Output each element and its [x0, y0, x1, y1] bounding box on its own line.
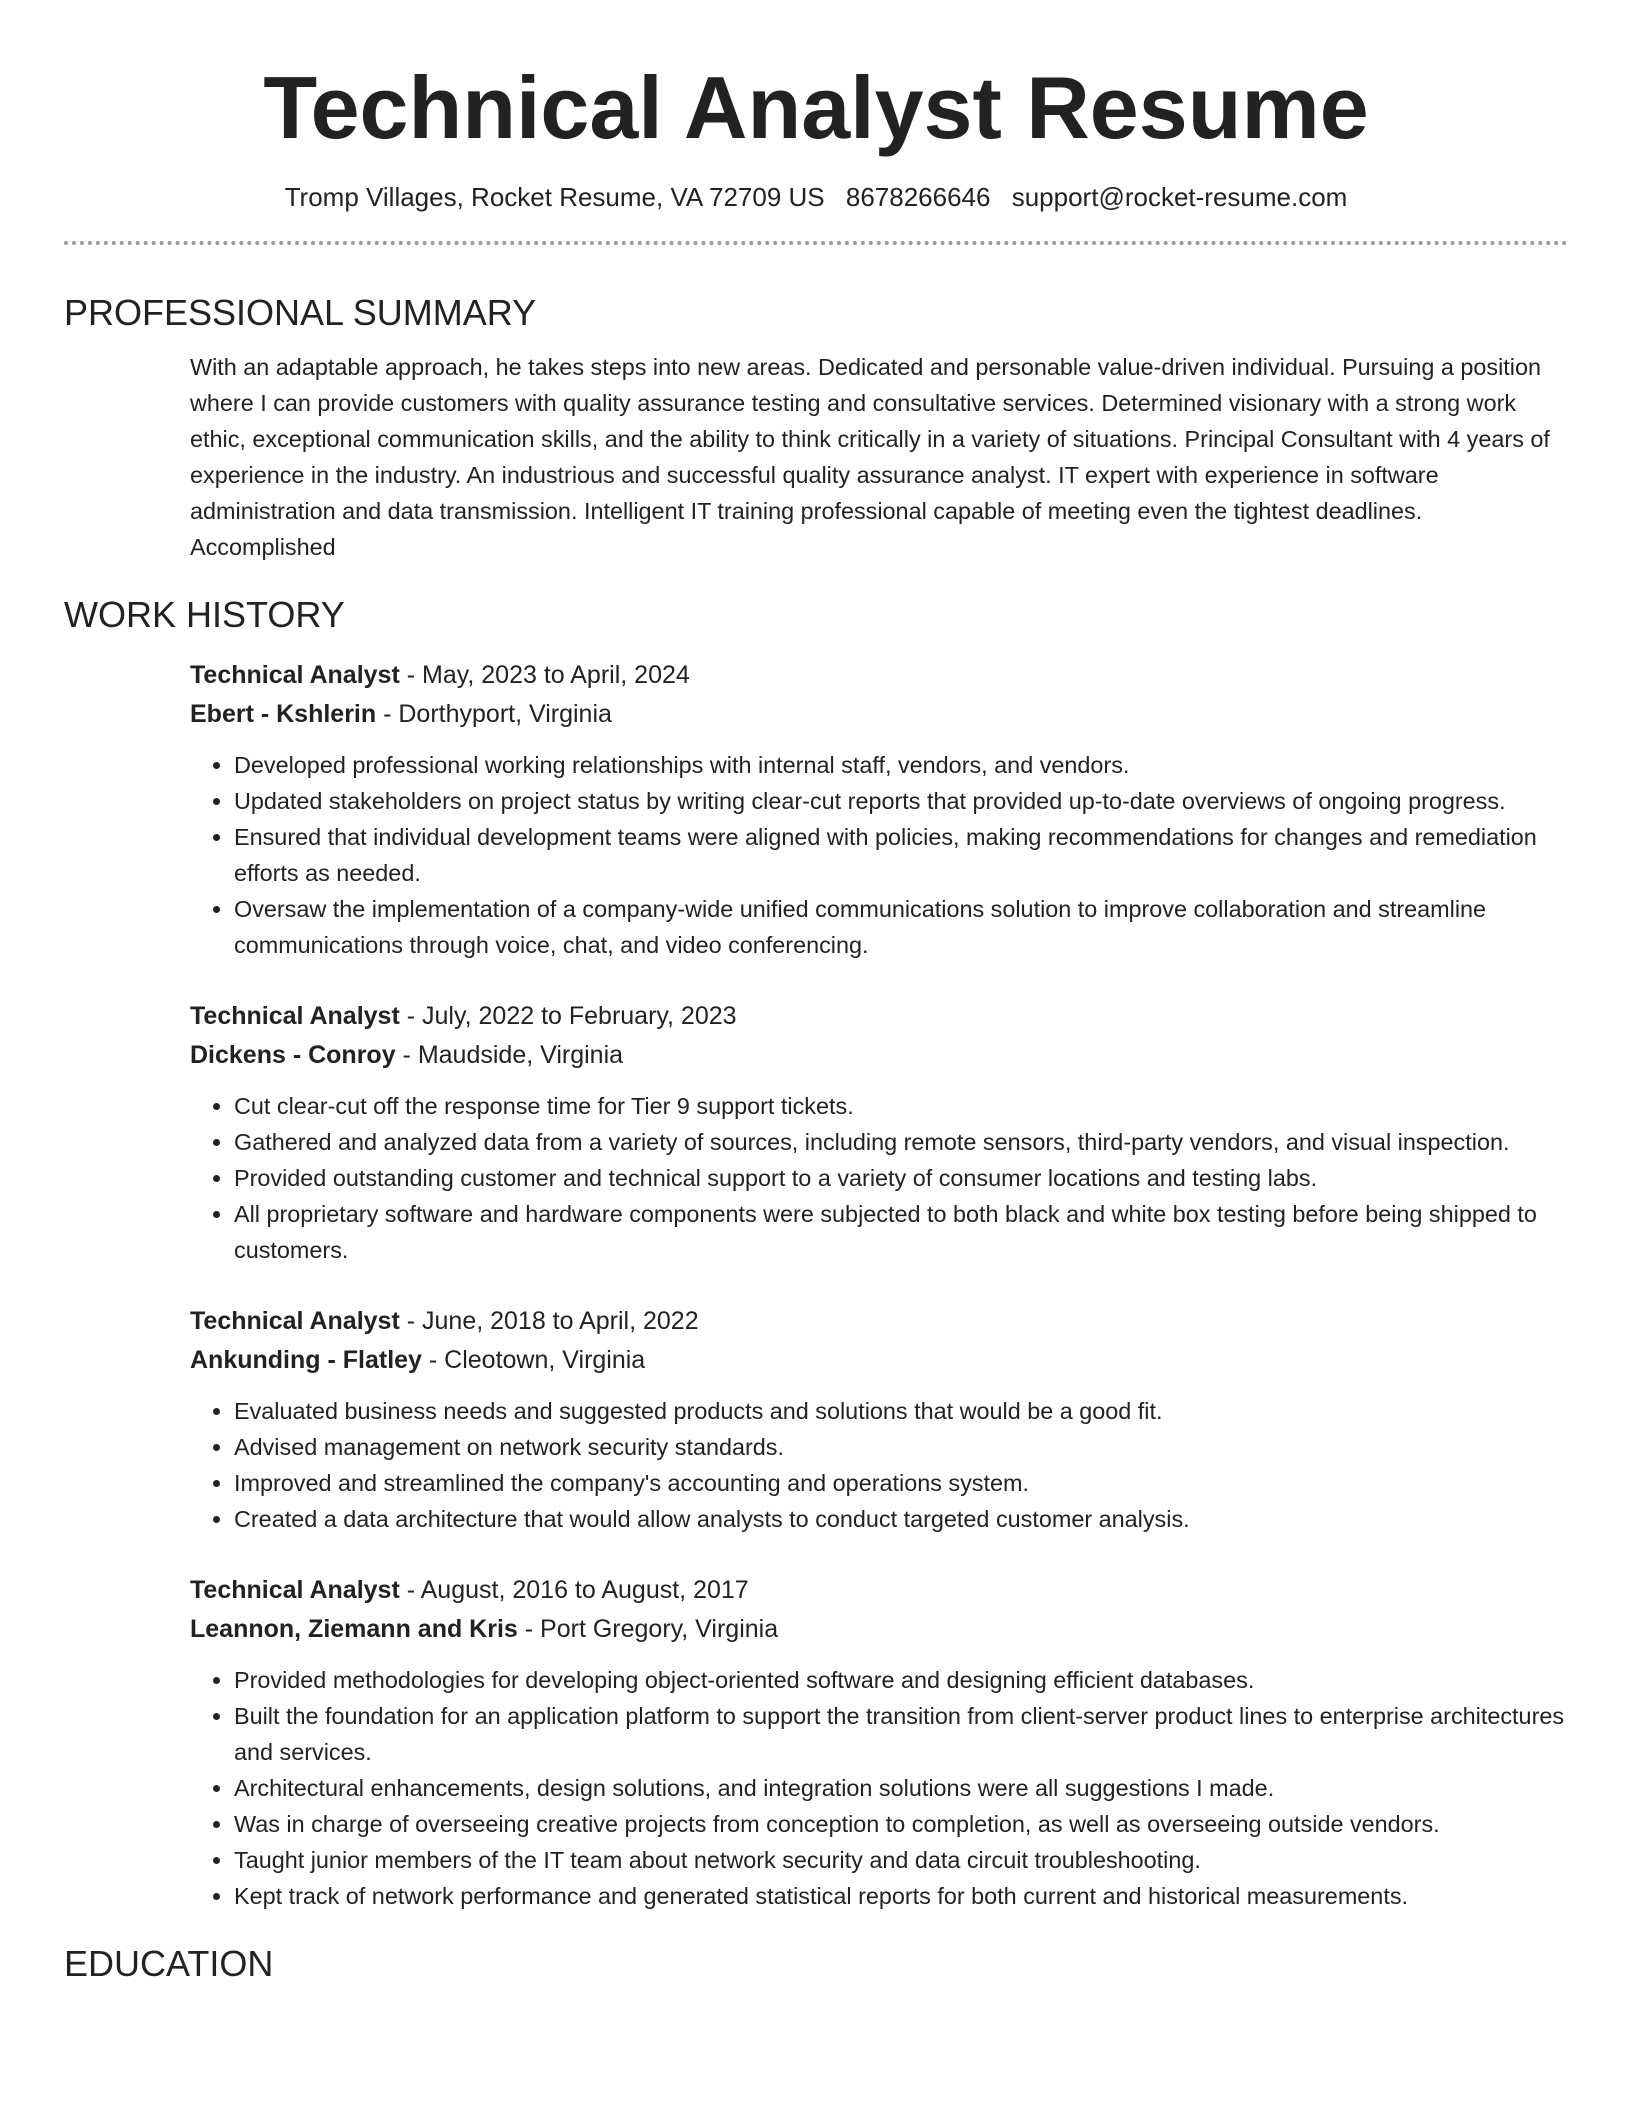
job-dates: - June, 2018 to April, 2022 — [399, 1307, 699, 1335]
job-bullet: • All proprietary software and hardware components were subjected to both black and white box testing before being shipped to customers. — [234, 1196, 1568, 1268]
job-location: - Port Gregory, Virginia — [517, 1615, 779, 1643]
job-dates: - August, 2016 to August, 2017 — [399, 1576, 749, 1604]
contact-address: Tromp Villages, Rocket Resume, VA 72709 US — [284, 182, 825, 212]
job-bullet: • Was in charge of overseeing creative projects from conception to completion, as well as overseeing outside vendors. — [234, 1806, 1568, 1842]
job-company-line — [190, 1341, 1568, 1380]
job-company: Ebert - Kshlerin — [190, 700, 377, 728]
contact-email: support@rocket-resume.com — [1011, 182, 1348, 212]
job-title-line — [190, 1302, 1568, 1341]
section-title-summary: PROFESSIONAL SUMMARY — [64, 292, 537, 333]
job-entry — [190, 1302, 1568, 1537]
job-entry — [190, 656, 1568, 963]
job-bullet: • Gathered and analyzed data from a variety of sources, including remote sensors, third-party vendors, and visual inspection. — [234, 1124, 1568, 1160]
job-bullet: • Provided outstanding customer and technical support to a variety of consumer locations and testing labs. — [234, 1160, 1568, 1196]
job-title-line — [190, 1571, 1568, 1610]
job-title-line — [190, 656, 1568, 695]
contact-line — [64, 180, 1568, 214]
job-bullet: • Ensured that individual development teams were aligned with policies, making recommendations for changes and remediation efforts as needed. — [234, 819, 1568, 891]
job-company-line — [190, 1610, 1568, 1649]
job-company: Dickens - Conroy — [190, 1041, 396, 1069]
job-bullet: • Architectural enhancements, design solutions, and integration solutions were all suggestions I made. — [234, 1770, 1568, 1806]
section-title-work-history: WORK HISTORY — [64, 594, 345, 635]
job-bullet-list — [190, 1088, 1568, 1268]
summary-text: With an adaptable approach, he takes steps into new areas. Dedicated and personable value-driven individual. Pursuing a position where I can provide customers with quality assurance testing and consultative services. Determined visionary with a strong work ethic, exceptional communication skills, and the ability to think critically in a variety of situations. Principal Consultant with 4 years of experience in the industry. An industrious and successful quality assurance analyst. IT expert with experience in software administration and data transmission. Intelligent IT training professional capable of meeting even the tightest deadlines. Accomplished — [190, 354, 1550, 560]
job-bullet-list — [190, 747, 1568, 963]
job-bullet: • Created a data architecture that would allow analysts to conduct targeted customer analysis. — [234, 1501, 1568, 1537]
job-position: Technical Analyst — [190, 661, 400, 689]
job-title-line — [190, 997, 1568, 1036]
job-bullet: • Developed professional working relationships with internal staff, vendors, and vendors. — [234, 747, 1568, 783]
job-bullet: • Kept track of network performance and generated statistical reports for both current and historical measurements. — [234, 1878, 1568, 1914]
section-title-education: EDUCATION — [64, 1943, 274, 1984]
job-bullet: • Taught junior members of the IT team about network security and data circuit troubleshooting. — [234, 1842, 1568, 1878]
resume-page — [64, 0, 1568, 1986]
job-bullet: • Advised management on network security standards. — [234, 1429, 1568, 1465]
job-bullet-list — [190, 1393, 1568, 1537]
job-bullet: • Provided methodologies for developing object-oriented software and designing efficient databases. — [234, 1662, 1568, 1698]
job-bullet: • Cut clear-cut off the response time for Tier 9 support tickets. — [234, 1088, 1568, 1124]
header-divider — [64, 241, 1568, 245]
job-bullet: • Improved and streamlined the company's accounting and operations system. — [234, 1465, 1568, 1501]
job-bullet: • Built the foundation for an application platform to support the transition from client-server product lines to enterprise architectures and services. — [234, 1698, 1568, 1770]
job-entry — [190, 997, 1568, 1268]
job-bullet: • Updated stakeholders on project status by writing clear-cut reports that provided up-to-date overviews of ongoing progress. — [234, 783, 1568, 819]
work-history-list — [64, 656, 1568, 1914]
job-company: Leannon, Ziemann and Kris — [190, 1615, 518, 1643]
job-bullet: • Oversaw the implementation of a company-wide unified communications solution to improve collaboration and streamline communications through voice, chat, and video conferencing. — [234, 891, 1568, 963]
contact-phone: 8678266646 — [845, 182, 991, 212]
job-position: Technical Analyst — [190, 1002, 400, 1030]
job-bullet: • Evaluated business needs and suggested products and solutions that would be a good fit. — [234, 1393, 1568, 1429]
job-position: Technical Analyst — [190, 1307, 400, 1335]
job-bullet-list — [190, 1662, 1568, 1914]
job-location: - Cleotown, Virginia — [421, 1346, 646, 1374]
job-company-line — [190, 1036, 1568, 1075]
job-company: Ankunding - Flatley — [190, 1346, 422, 1374]
job-company-line — [190, 695, 1568, 734]
job-dates: - May, 2023 to April, 2024 — [399, 661, 690, 689]
job-position: Technical Analyst — [190, 1576, 400, 1604]
resume-title: Technical Analyst Resume — [263, 58, 1369, 157]
job-location: - Dorthyport, Virginia — [376, 700, 612, 728]
job-location: - Maudside, Virginia — [395, 1041, 624, 1069]
job-dates: - July, 2022 to February, 2023 — [399, 1002, 737, 1030]
job-entry — [190, 1571, 1568, 1914]
